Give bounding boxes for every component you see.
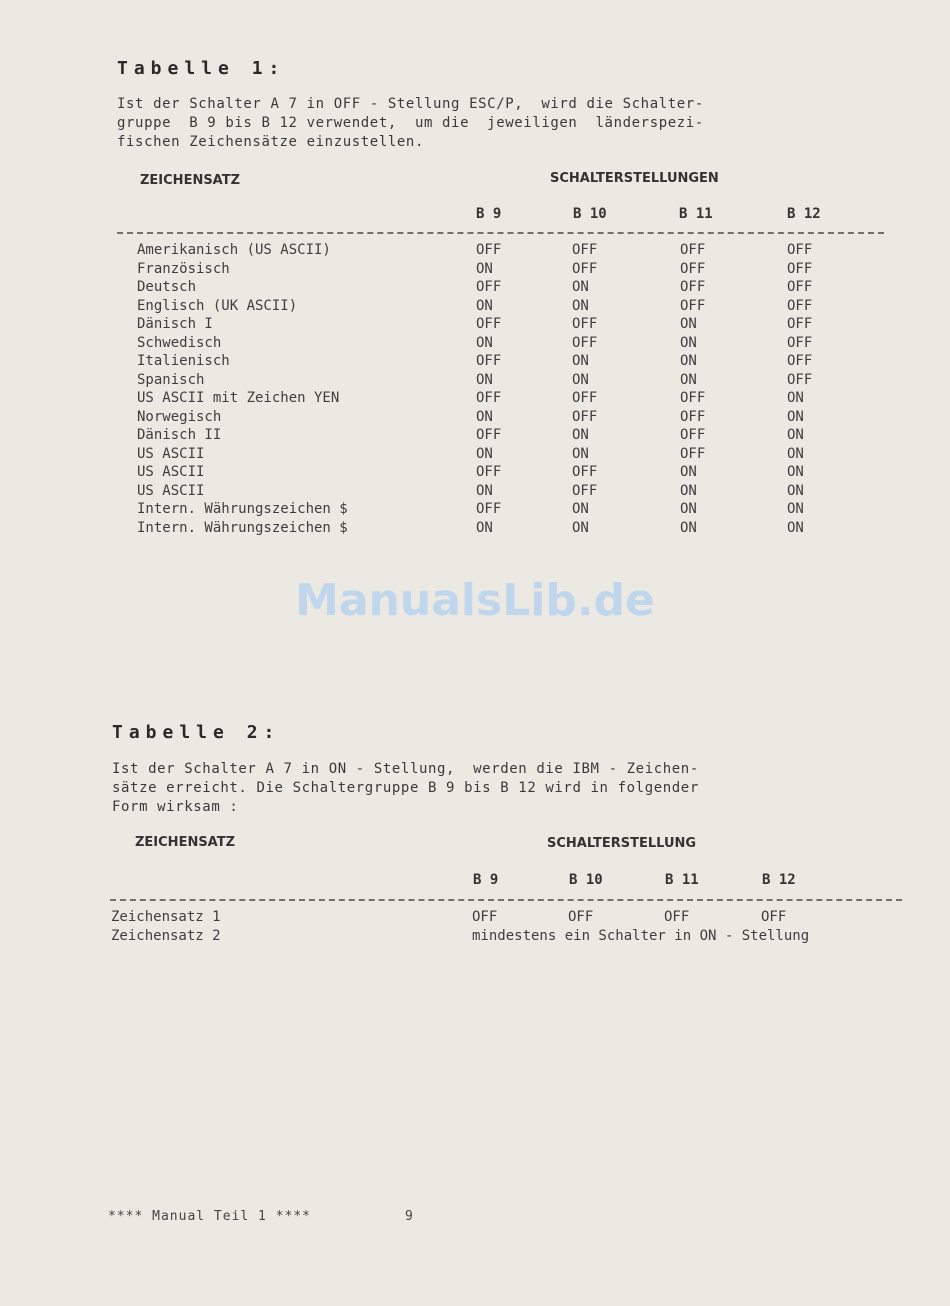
- table1-col-b12: B 12: [787, 206, 821, 222]
- table1-cell-b11: OFF: [680, 260, 706, 277]
- table1-row: [137, 372, 897, 391]
- table1-cell-b10: ON: [572, 371, 589, 388]
- table1-cell-b9: ON: [476, 519, 493, 536]
- table1-cell-b12: ON: [787, 501, 804, 517]
- table1-row: [137, 483, 897, 502]
- table1-cell-b11: ON: [680, 316, 697, 332]
- table1-cell-b11: OFF: [680, 297, 706, 314]
- table1-cell-name: US ASCII: [137, 464, 205, 480]
- table1-row: [137, 279, 897, 298]
- table1-row: [137, 446, 897, 465]
- table1-cell-b11: ON: [680, 482, 697, 499]
- table1-cell-b10: ON: [572, 279, 589, 295]
- table2-title: Tabelle 2:: [112, 722, 281, 743]
- table2-row-1-b12: OFF: [761, 909, 787, 925]
- table2-row-2-name: Zeichensatz 2: [111, 928, 221, 944]
- watermark: ManualsLib.de: [295, 575, 655, 626]
- table1-cell-b10: OFF: [572, 316, 598, 332]
- table1-row: [137, 464, 897, 483]
- table1-cell-b10: ON: [572, 297, 589, 314]
- table2-paragraph-line-2: sätze erreicht. Die Schaltergruppe B 9 bis B 12 wird in folgender: [112, 780, 699, 796]
- table1-row: [137, 501, 897, 520]
- table1-row: [137, 353, 897, 372]
- table2-row-1-b9: OFF: [472, 909, 498, 925]
- table1-cell-name: Deutsch: [137, 279, 197, 295]
- table1-cell-name: Intern. Währungszeichen $: [137, 519, 348, 536]
- table1-cell-name: Dänisch I: [137, 316, 213, 332]
- table1-cell-b10: OFF: [572, 334, 598, 351]
- table2-col-b11: B 11: [665, 872, 699, 888]
- table1-cell-b10: ON: [572, 501, 589, 517]
- table1-cell-b12: OFF: [787, 316, 813, 332]
- table1-cell-b11: ON: [680, 464, 697, 480]
- table1-cell-b9: ON: [476, 334, 493, 351]
- table1-cell-b9: ON: [476, 371, 493, 388]
- table1-cell-b10: OFF: [572, 390, 598, 406]
- table1-header-switches: SCHALTERSTELLUNGEN: [550, 171, 719, 186]
- table1-paragraph-line-2: gruppe B 9 bis B 12 verwendet, um die jeweiligen länderspezi-: [117, 115, 704, 131]
- table1-row: [137, 242, 897, 261]
- table1-cell-b12: OFF: [787, 279, 813, 295]
- table1-cell-b12: ON: [787, 482, 804, 499]
- table1-cell-b9: ON: [476, 260, 493, 277]
- table1-cell-name: US ASCII mit Zeichen YEN: [137, 390, 340, 406]
- table1-row: [137, 316, 897, 335]
- table1-cell-b12: OFF: [787, 334, 813, 351]
- table1-cell-b9: OFF: [476, 464, 502, 480]
- table1-row: [137, 261, 897, 280]
- footer-text: **** Manual Teil 1 ****: [108, 1209, 312, 1224]
- table1-cell-name: Norwegisch: [137, 408, 222, 425]
- table1-title: Tabelle 1:: [117, 58, 286, 79]
- table2-col-b10: B 10: [569, 872, 603, 888]
- table1-cell-b12: OFF: [787, 260, 813, 277]
- table1-cell-b11: OFF: [680, 427, 706, 443]
- table1-cell-name: Französisch: [137, 260, 230, 277]
- table2-header-switches: SCHALTERSTELLUNG: [547, 836, 697, 851]
- table1-cell-b11: ON: [680, 371, 697, 388]
- table1-cell-b11: ON: [680, 501, 697, 517]
- table1-row: [137, 427, 897, 446]
- table2-paragraph-line-3: Form wirksam :: [112, 799, 239, 815]
- table2-row-2-note: mindestens ein Schalter in ON - Stellung: [472, 928, 810, 944]
- table1-cell-b12: OFF: [787, 242, 813, 258]
- table1-col-b10: B 10: [573, 206, 607, 222]
- table1-header-charset: ZEICHENSATZ: [140, 173, 241, 188]
- table2-row-2: [111, 928, 911, 947]
- table1-paragraph-line-1: Ist der Schalter A 7 in OFF - Stellung ESC/P, wird die Schalter-: [117, 96, 704, 112]
- table2-row-1: [111, 909, 871, 928]
- table1-cell-b10: ON: [572, 519, 589, 536]
- table1-cell-b11: ON: [680, 519, 697, 536]
- table1-cell-b9: OFF: [476, 501, 502, 517]
- table1-cell-b9: ON: [476, 482, 493, 499]
- table1-cell-b9: ON: [476, 408, 493, 425]
- table1-cell-b11: OFF: [680, 279, 706, 295]
- table1-col-b9: B 9: [476, 206, 502, 222]
- table1-cell-b12: ON: [787, 390, 804, 406]
- table1-cell-b9: ON: [476, 297, 493, 314]
- table1-cell-b12: OFF: [787, 371, 813, 388]
- table1-cell-b10: ON: [572, 353, 589, 369]
- table1-cell-b9: OFF: [476, 427, 502, 443]
- table2-col-b9: B 9: [473, 872, 499, 888]
- table2-row-1-b10: OFF: [568, 909, 594, 925]
- table1-cell-b10: OFF: [572, 464, 598, 480]
- table1-cell-b12: ON: [787, 408, 804, 425]
- table1-cell-b11: OFF: [680, 242, 706, 258]
- table1-cell-name: Amerikanisch (US ASCII): [137, 242, 331, 258]
- table1-cell-b10: OFF: [572, 482, 598, 499]
- table1-cell-b10: OFF: [572, 260, 598, 277]
- table2-col-b12: B 12: [762, 872, 796, 888]
- table1-row: [137, 390, 897, 409]
- table1-cell-name: Englisch (UK ASCII): [137, 297, 298, 314]
- table1-cell-b11: OFF: [680, 390, 706, 406]
- table2-row-1-name: Zeichensatz 1: [111, 909, 221, 925]
- table1-cell-b10: ON: [572, 427, 589, 443]
- page-number: 9: [405, 1209, 414, 1224]
- table1-cell-name: Spanisch: [137, 371, 205, 388]
- table1-cell-name: Schwedisch: [137, 334, 222, 351]
- table1-cell-b9: ON: [476, 445, 493, 462]
- table1-cell-b10: ON: [572, 445, 589, 462]
- table1-cell-name: US ASCII: [137, 482, 205, 499]
- table1-col-b11: B 11: [679, 206, 713, 222]
- table1-cell-b11: OFF: [680, 408, 706, 425]
- table1-cell-b9: OFF: [476, 279, 502, 295]
- table1-cell-b12: OFF: [787, 297, 813, 314]
- table1-cell-b10: OFF: [572, 242, 598, 258]
- table1-cell-b12: ON: [787, 427, 804, 443]
- table1-cell-b12: ON: [787, 464, 804, 480]
- table1-cell-b11: OFF: [680, 445, 706, 462]
- table1-cell-name: Intern. Währungszeichen $: [137, 501, 348, 517]
- table1-cell-name: Dänisch II: [137, 427, 222, 443]
- table1-cell-b9: OFF: [476, 316, 502, 332]
- table1-row: [137, 298, 897, 317]
- table1-row: [137, 409, 897, 428]
- table1-cell-b12: ON: [787, 445, 804, 462]
- table1-divider: [117, 232, 884, 234]
- table2-row-1-b11: OFF: [664, 909, 690, 925]
- table1-cell-b11: ON: [680, 334, 697, 351]
- table1-cell-b10: OFF: [572, 408, 598, 425]
- table1-cell-b11: ON: [680, 353, 697, 369]
- table1-cell-b9: OFF: [476, 242, 502, 258]
- table1-cell-name: Italienisch: [137, 353, 230, 369]
- table1-row: [137, 520, 897, 539]
- table1-cell-b9: OFF: [476, 390, 502, 406]
- table2-paragraph-line-1: Ist der Schalter A 7 in ON - Stellung, werden die IBM - Zeichen-: [112, 761, 699, 777]
- table1-row: [137, 335, 897, 354]
- table1-cell-name: US ASCII: [137, 445, 205, 462]
- table1-cell-b9: OFF: [476, 353, 502, 369]
- table1-cell-b12: OFF: [787, 353, 813, 369]
- table2-divider: [110, 899, 902, 901]
- table2-header-charset: ZEICHENSATZ: [135, 835, 236, 850]
- table1-cell-b12: ON: [787, 519, 804, 536]
- table1-paragraph-line-3: fischen Zeichensätze einzustellen.: [117, 134, 424, 150]
